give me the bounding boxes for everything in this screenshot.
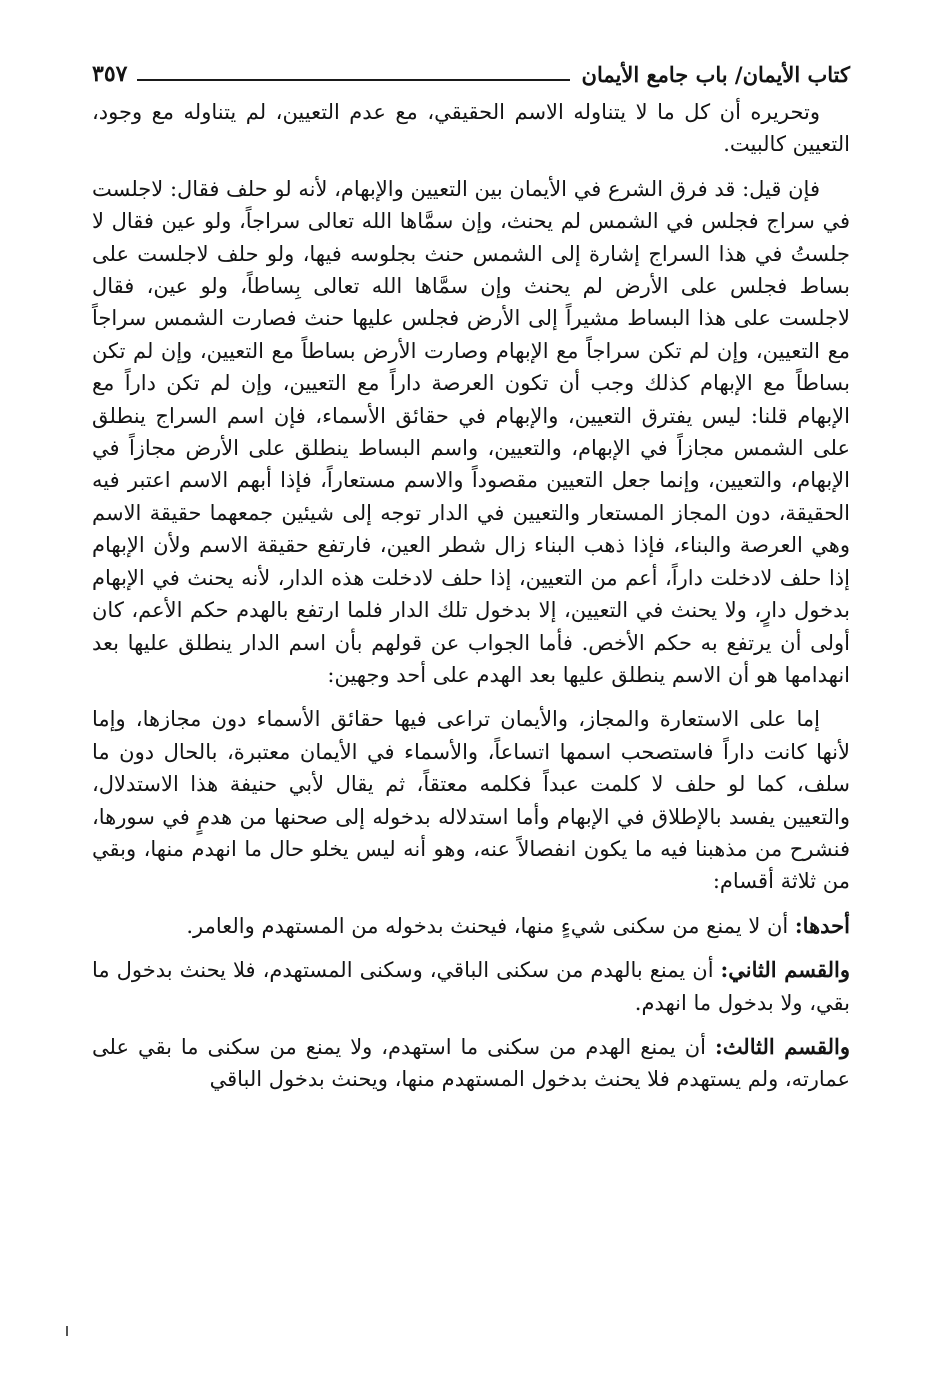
paragraph-2: فإن قيل: قد فرق الشرع في الأيمان بين التعيين والإبهام، لأنه لو حلف فقال: لاجلست في سراج فجلس في الشمس لم يحنث، وإن سمَّاها الله تعالى سراجاً، ولو عين فقال لا جلستُ في هذا السراج إشارة إلى الشمس حنث بجلوسه فيها، ولو حلف لاجلست على بساط فجلس على الأرض لم يحنث وإن سمَّاها الله تعالى بِساطاً، ولو عين، فقال لاجلست على هذا البساط مشيراً إلى الأرض فجلس عليها حنث فصارت الشمس سراجاً مع التعيين، وإن لم تكن سراجاً مع الإبهام وصارت الأرض بساطاً مع التعيين، وإن لم تكن بساطاً مع الإبهام كذلك وجب أن تكون العرصة داراً مع التعيين، وإن لم تكن داراً مع الإبهام قلنا: ليس يفترق التعيين، والإبهام في حقائق الأسماء، فإن اسم السراج ينطلق على الشمس مجازاً في الإبهام، والتعيين، واسم البساط ينطلق على الأرض مجازاً في الإبهام، والتعيين، وإنما جعل التعيين مقصوداً والاسم مستعاراً، فإذا أبهم الاسم اعتبر فيه الحقيقة، دون المجاز المستعار والتعيين في الدار توجه إلى شيئين جمعهما حقيقة الاسم وهي العرصة والبناء، فإذا ذهب البناء زال شطر العين، فارتفع حقيقة الاسم ولأن الإبهام إذا حلف لادخلت داراً، أعم من التعيين، إذا حلف لادخلت هذه الدار، لأنه يحنث في الإبهام بدخول دارٍ، ولا يحنث في التعيين، إلا بدخول تلك الدار فلما ارتفع بالهدم حكم الأعم، كان أولى أن يرتفع به حكم الأخص. فأما الجواب عن قولهم بأن اسم الدار ينطلق عليها بعد انهدامها هو أن الاسم ينطلق عليها بعد الهدم على أحد وجهين: bbox=[92, 176, 850, 687]
section-first-division bbox=[92, 910, 850, 942]
second-division-lead: والقسم الثاني: bbox=[720, 957, 850, 983]
header-rule bbox=[137, 79, 569, 81]
paragraph-1: وتحريره أن كل ما لا يتناوله الاسم الحقيقي، مع عدم التعيين، لم يتناوله مع وجود، التعيين كالبيت. bbox=[92, 100, 850, 157]
third-division-text: أن يمنع الهدم من سكنى ما استهدم، ولا يمنع من سكنى ما بقي على عمارته، ولم يستهدم فلا يحنث بدخول المستهدم منها، ويحنث بدخول الباقي bbox=[92, 1034, 850, 1092]
first-division-lead: أحدها: bbox=[794, 912, 850, 938]
scan-mark bbox=[66, 1326, 68, 1336]
first-division-text: أن لا يمنع من سكنى شيءٍ منها، فيحنث بدخوله من المستهدم والعامر. bbox=[186, 913, 795, 938]
page-number: ٣٥٧ bbox=[92, 61, 128, 87]
running-title: كتاب الأيمان/ باب جامع الأيمان bbox=[581, 61, 850, 87]
paragraph-3: إما على الاستعارة والمجاز، والأيمان تراعى فيها حقائق الأسماء دون مجازها، وإما لأنها كانت داراً فاستصحب اسمها اتساعاً، والأسماء في الأيمان معتبرة، بالحال دون ما سلف، كما لو حلف لا كلمت عبداً فكلمه معتقاً، ثم يقال لأبي حنيفة هذا الاستدلال، والتعيين يفسد بالإطلاق في الإبهام وأما استدلاله بدخوله إلى صحنها من هدمٍ في سورها، فنشرح من مذهبنا فيه ما يكون انفصالاً عنه، وهو أنه ليس يخلو حال ما انهدم منها، وبقي من ثلاثة أقسام: bbox=[92, 707, 850, 894]
second-division-text: أن يمنع بالهدم من سكنى الباقي، وسكنى المستهدم، فلا يحنث بدخول ما بقي، ولا بدخول ما انهدم. bbox=[92, 958, 850, 1015]
page-header bbox=[92, 52, 850, 96]
section-third-division bbox=[92, 1031, 850, 1096]
page-body bbox=[92, 96, 850, 1102]
section-second-division bbox=[92, 954, 850, 1019]
third-division-lead: والقسم الثالث: bbox=[714, 1033, 850, 1059]
